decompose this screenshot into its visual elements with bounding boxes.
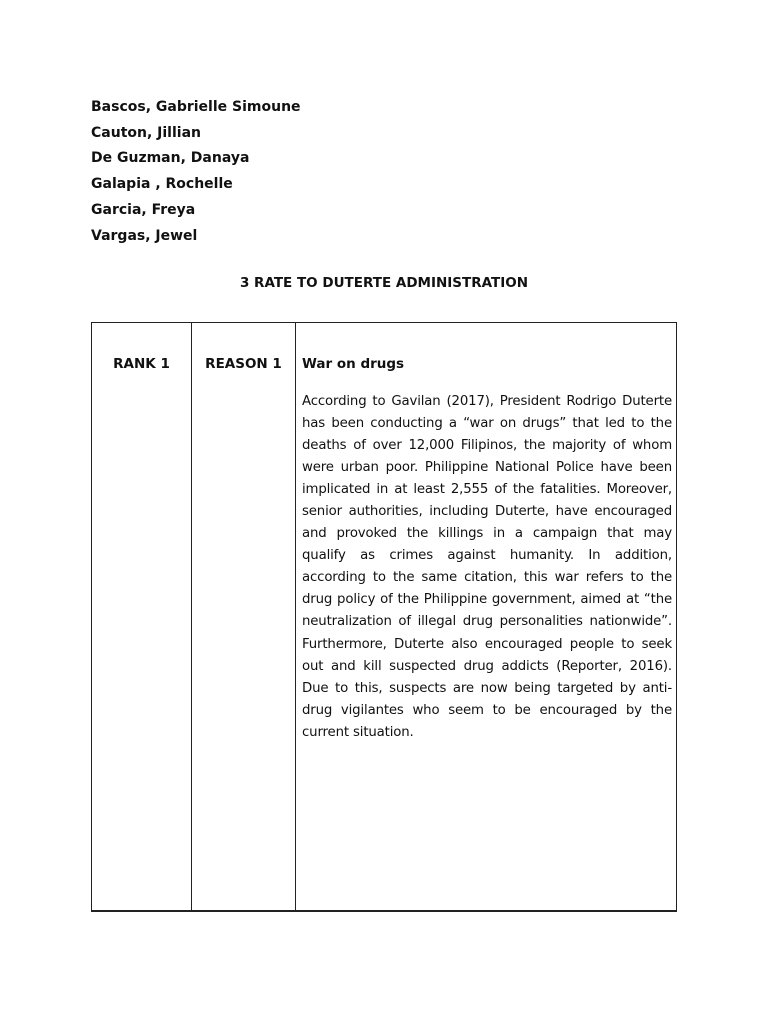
author-name: Garcia, Freya: [91, 201, 196, 218]
column-divider: [191, 323, 192, 910]
reason-body-text: According to Gavilan (2017), President Rodrigo Duterte has been conducting a “war on drugs” that led to the deaths of over 12,000 Filipinos, the majority of whom were urban poor. Philippine National Police have been implicated in at least 2,555 of the fatalities. Moreover, senior authorities, including Duterte, have encouraged and provoked the killings in a campaign that may qualify as crimes against humanity. In addition, according to the same citation, this war refers to the drug policy of the Philippine government, aimed at “the neutralization of illegal drug personalities nationwide”. Furthermore, Duterte also encouraged people to seek out and kill suspected drug addicts (Reporter, 2016). Due to this, suspects are now being targeted by anti-drug vigilantes who seem to be encouraged by the current situation.: [302, 394, 672, 740]
author-name: Bascos, Gabrielle Simoune: [91, 99, 301, 115]
ranking-table: [91, 322, 677, 912]
author-name: Galapia , Rochelle: [91, 176, 233, 193]
document-title: 3 RATE TO DUTERTE ADMINISTRATION: [239, 275, 529, 291]
column-divider: [295, 323, 296, 910]
reason-content-cell: [302, 355, 672, 744]
author-name: De Guzman, Danaya: [91, 150, 250, 167]
author-name: Vargas, Jewel: [91, 227, 198, 244]
rank-label: RANK 1: [113, 356, 170, 372]
author-name: Cauton, Jillian: [91, 124, 201, 141]
author-list: [91, 95, 301, 249]
reason-heading: War on drugs: [302, 356, 405, 372]
reason-label: REASON 1: [205, 356, 282, 372]
